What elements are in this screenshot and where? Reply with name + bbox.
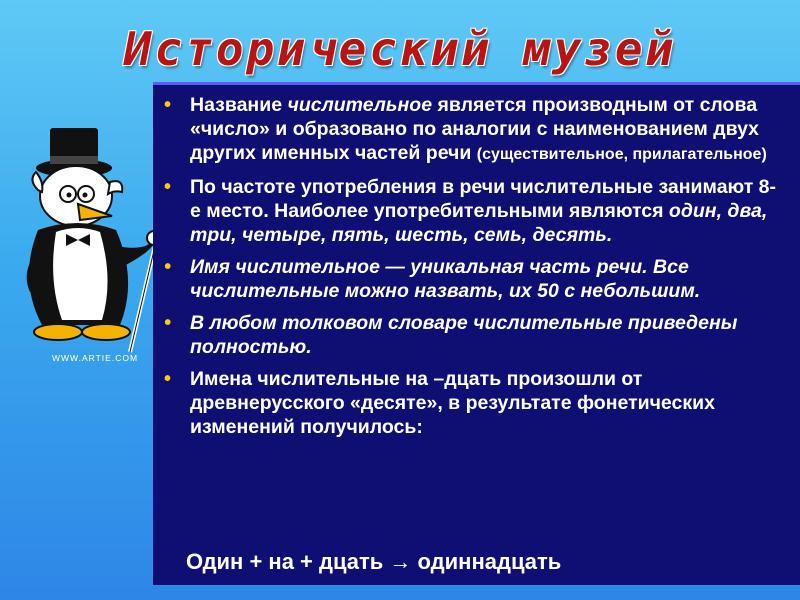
- bullet-list: [153, 85, 800, 439]
- slide-title: Исторический музей: [123, 22, 677, 76]
- formula-line: Один + на + дцать → одиннадцать: [186, 549, 562, 574]
- bullet-icon: •: [164, 94, 172, 116]
- bullet-icon: •: [164, 176, 172, 198]
- bullet-item: • Имя числительное — уникальная часть речи. Все числительные можно назвать, их 50 с небольшим.: [164, 256, 701, 302]
- bullet-icon: •: [164, 256, 172, 278]
- image-credit: WWW.ARTIE.COM: [52, 353, 139, 363]
- bullet-item: • По частоте употребления в речи числительные занимают 8-е место. Наиболее употребительными являются один, два, три, четыре, пять, шесть, семь, десять.: [164, 176, 777, 246]
- content-panel: [153, 82, 800, 585]
- bullet-item: • Имена числительные на –дцать произошли от древнерусского «десяте», в результате фонетических изменений получилось:: [164, 368, 715, 438]
- bullet-icon: •: [164, 368, 172, 390]
- bullet-item: • В любом толковом словаре числительные приведены полностью.: [164, 312, 738, 358]
- bullet-item: • Название числительное является производным от слова «число» и образовано по аналогии с наименованием двух других именных частей речи (существительное, прилагательное): [164, 94, 767, 164]
- bullet-icon: •: [164, 312, 172, 334]
- penguin-mascot-illustration: [8, 120, 173, 360]
